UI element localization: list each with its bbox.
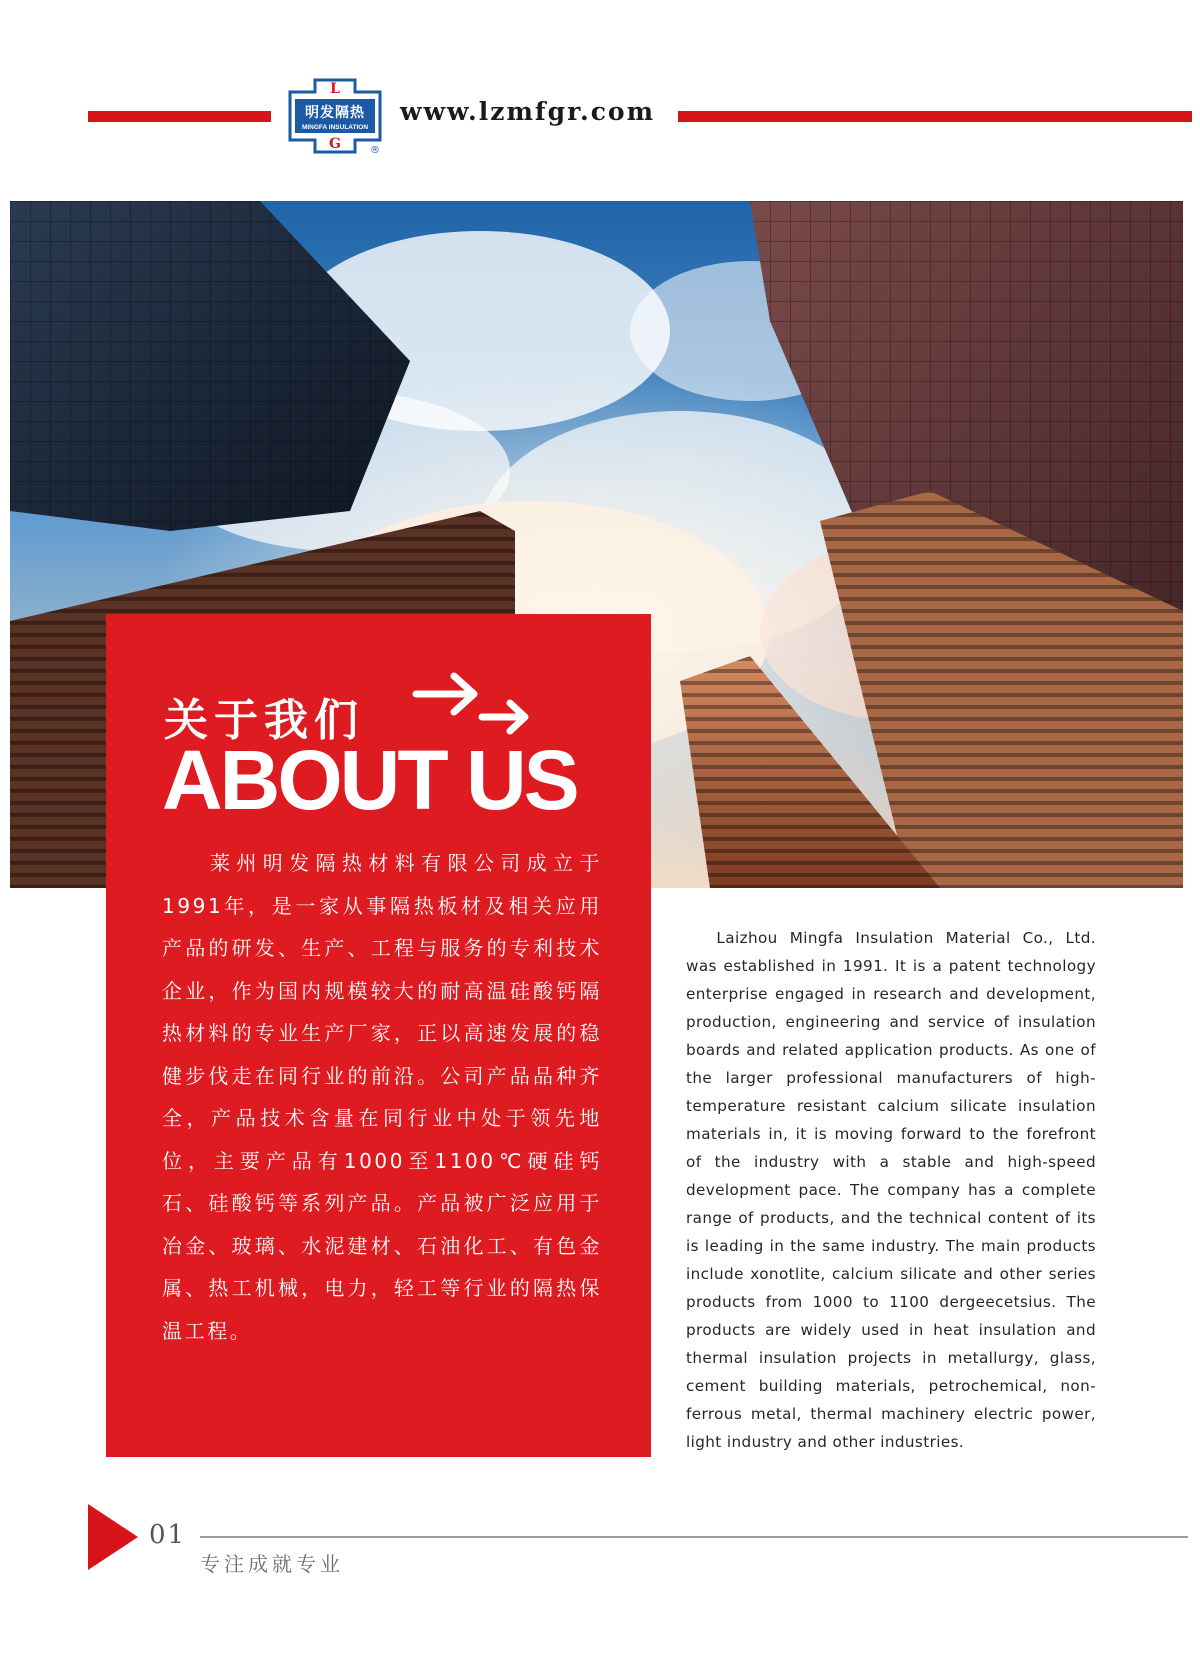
page-marker-triangle-icon — [88, 1504, 138, 1570]
about-panel — [106, 614, 651, 1457]
double-arrow-icon — [412, 667, 532, 737]
header-rule-right — [678, 111, 1192, 122]
title-en: ABOUT US — [162, 733, 577, 827]
logo-letter-bottom: G — [329, 136, 341, 152]
logo-letter-top: L — [330, 81, 340, 97]
header-rule-left — [88, 111, 271, 122]
logo-name-en: MINGFA INSULATION — [301, 124, 369, 131]
about-text-en: Laizhou Mingfa Insulation Material Co., Ltd. was established in 1991. It is a patent technology enterprise engaged in research and development, production, engineering and service of insulation boards and related application products. As one of the larger professional manufacturers of high-temperature resistant calcium silicate insulation materials in, it is moving forward to the forefront of the industry with a stable and high-speed development pace. The company has a complete range of products, and the technical content of its is leading in the same industry. The main products include xonotlite, calcium silicate and other series products from 1000 to 1100 dergeecetsius. The products are widely used in heat insulation and thermal insulation projects in metallurgy, glass, cement building materials, petrochemical, non-ferrous metal, thermal machinery electric power, light industry and other industries. — [686, 929, 1096, 1451]
title-cn: 关于我们 — [164, 695, 364, 746]
page-number: 01 — [149, 1520, 187, 1550]
logo-registered-mark: ® — [370, 145, 380, 154]
about-text-cn: 莱州明发隔热材料有限公司成立于1991年，是一家从事隔热板材及相关应用产品的研发、生产、工程与服务的专利技术企业，作为国内规模较大的耐高温硅酸钙隔热材料的专业生产厂家，正以高速发展的稳健步伐走在同行业的前沿。公司产品品种齐全，产品技术含量在同行业中处于领先地位，主要产品有1000至1100℃硬硅钙石、硅酸钙等系列产品。产品被广泛应用于冶金、玻璃、水泥建材、石油化工、有色金属、热工机械，电力，轻工等行业的隔热保温工程。 — [162, 851, 602, 1343]
website-url[interactable]: www.lzmfgr.com — [400, 97, 656, 126]
footer-rule — [200, 1536, 1188, 1538]
logo-name-cn: 明发隔热 — [305, 105, 365, 121]
company-logo — [287, 78, 383, 154]
footer-slogan: 专注成就专业 — [200, 1552, 344, 1576]
